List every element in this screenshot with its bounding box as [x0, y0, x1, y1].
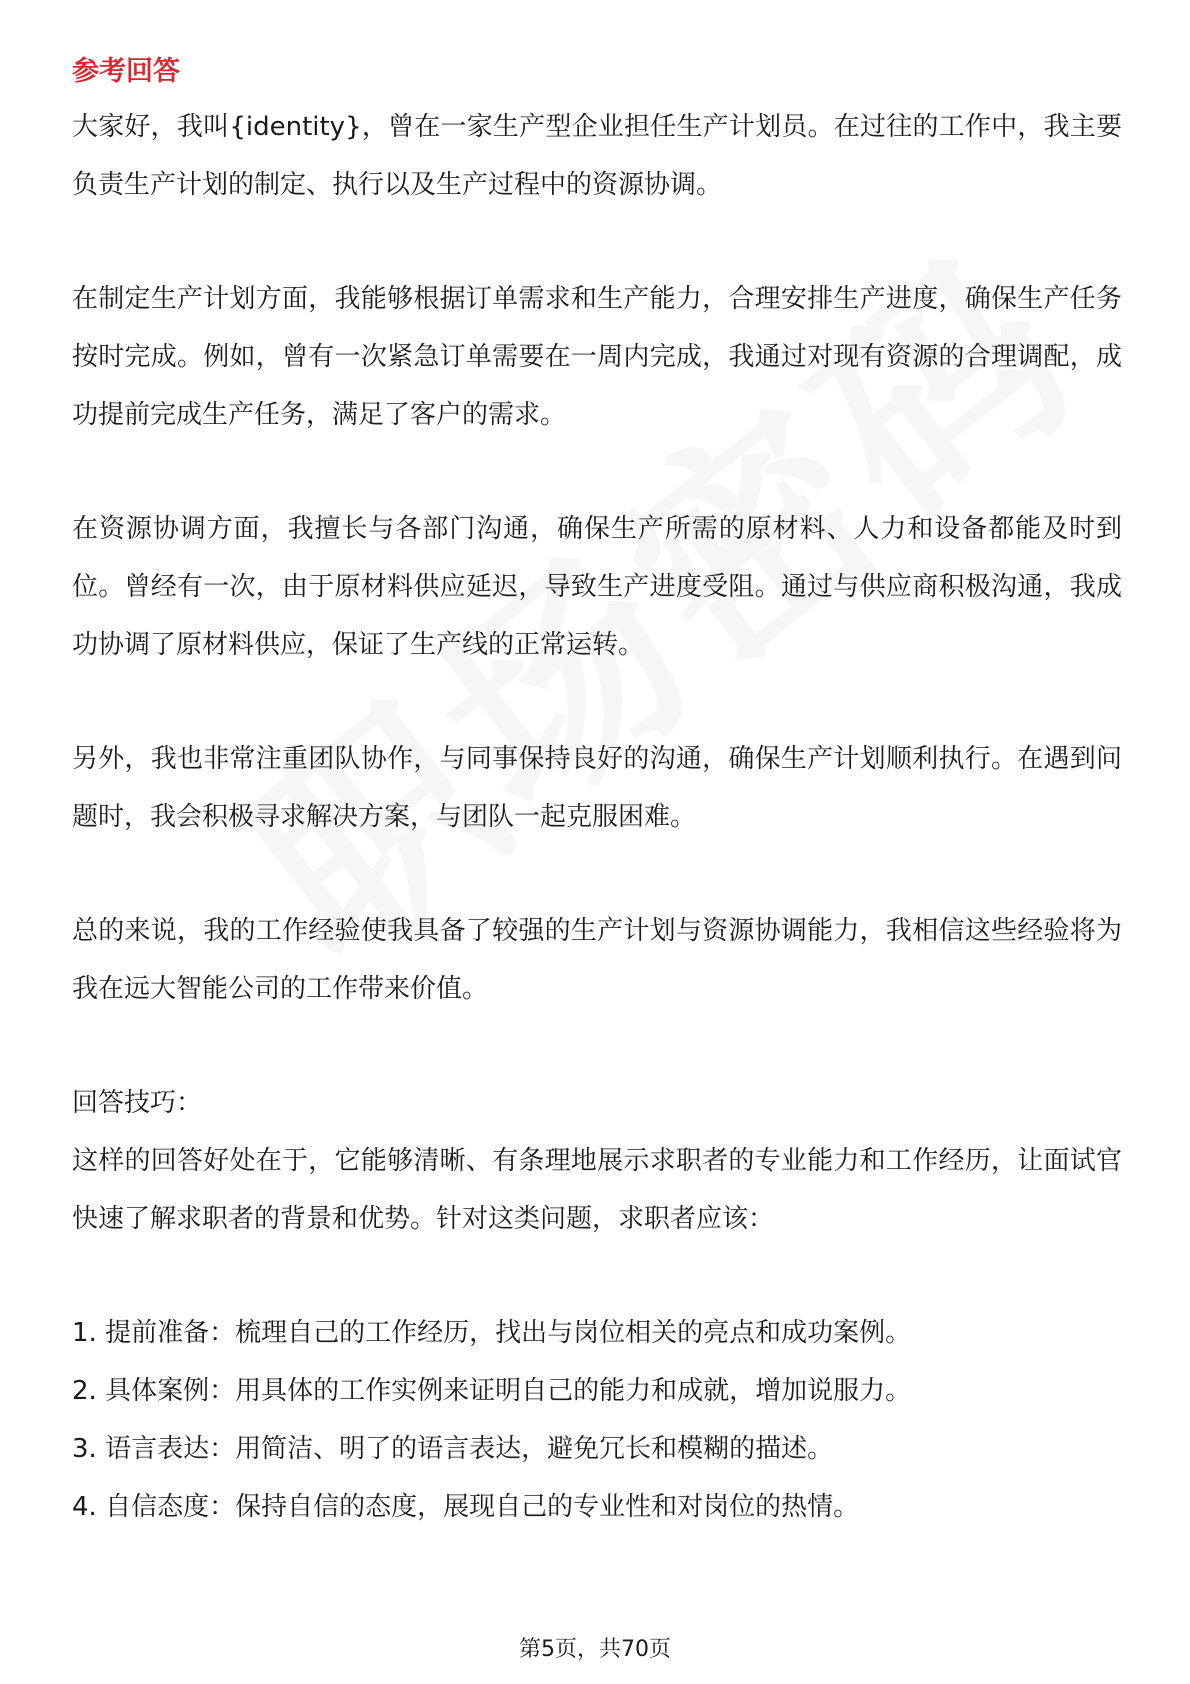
tips-item-4: 4. 自信态度：保持自信的态度，展现自己的专业性和对岗位的热情。 [72, 1492, 860, 1522]
section-heading: 参考回答 [72, 56, 180, 87]
tips-intro: 这样的回答好处在于，它能够清晰、有条理地展示求职者的专业能力和工作经历，让面试官快速了解求职者的背景和优势。针对这类问题，求职者应该： [72, 1146, 1122, 1234]
page-number: 第5页，共70页 [519, 1637, 671, 1662]
answer-paragraph-4: 另外，我也非常注重团队协作，与同事保持良好的沟通，确保生产计划顺利执行。在遇到问题时，我会积极寻求解决方案，与团队一起克服困难。 [72, 744, 1122, 832]
tips-item-2: 2. 具体案例：用具体的工作实例来证明自己的能力和成就，增加说服力。 [72, 1376, 912, 1406]
tips-item-1: 1. 提前准备：梳理自己的工作经历，找出与岗位相关的亮点和成功案例。 [72, 1318, 912, 1348]
answer-paragraph-3: 在资源协调方面，我擅长与各部门沟通，确保生产所需的原材料、人力和设备都能及时到位。曾经有一次，由于原材料供应延迟，导致生产进度受阻。通过与供应商积极沟通，我成功协调了原材料供应，保证了生产线的正常运转。 [72, 514, 1122, 660]
tips-item-3: 3. 语言表达：用简洁、明了的语言表达，避免冗长和模糊的描述。 [72, 1434, 834, 1464]
tips-title: 回答技巧： [72, 1088, 203, 1118]
answer-paragraph-1: 大家好，我叫{identity}，曾在一家生产型企业担任生产计划员。在过往的工作中，我主要负责生产计划的制定、执行以及生产过程中的资源协调。 [72, 112, 1122, 200]
answer-paragraph-5: 总的来说，我的工作经验使我具备了较强的生产计划与资源协调能力，我相信这些经验将为我在远大智能公司的工作带来价值。 [72, 916, 1122, 1004]
answer-paragraph-2: 在制定生产计划方面，我能够根据订单需求和生产能力，合理安排生产进度，确保生产任务按时完成。例如，曾有一次紧急订单需要在一周内完成，我通过对现有资源的合理调配，成功提前完成生产任务，满足了客户的需求。 [72, 284, 1122, 430]
page-content [72, 46, 1122, 1536]
